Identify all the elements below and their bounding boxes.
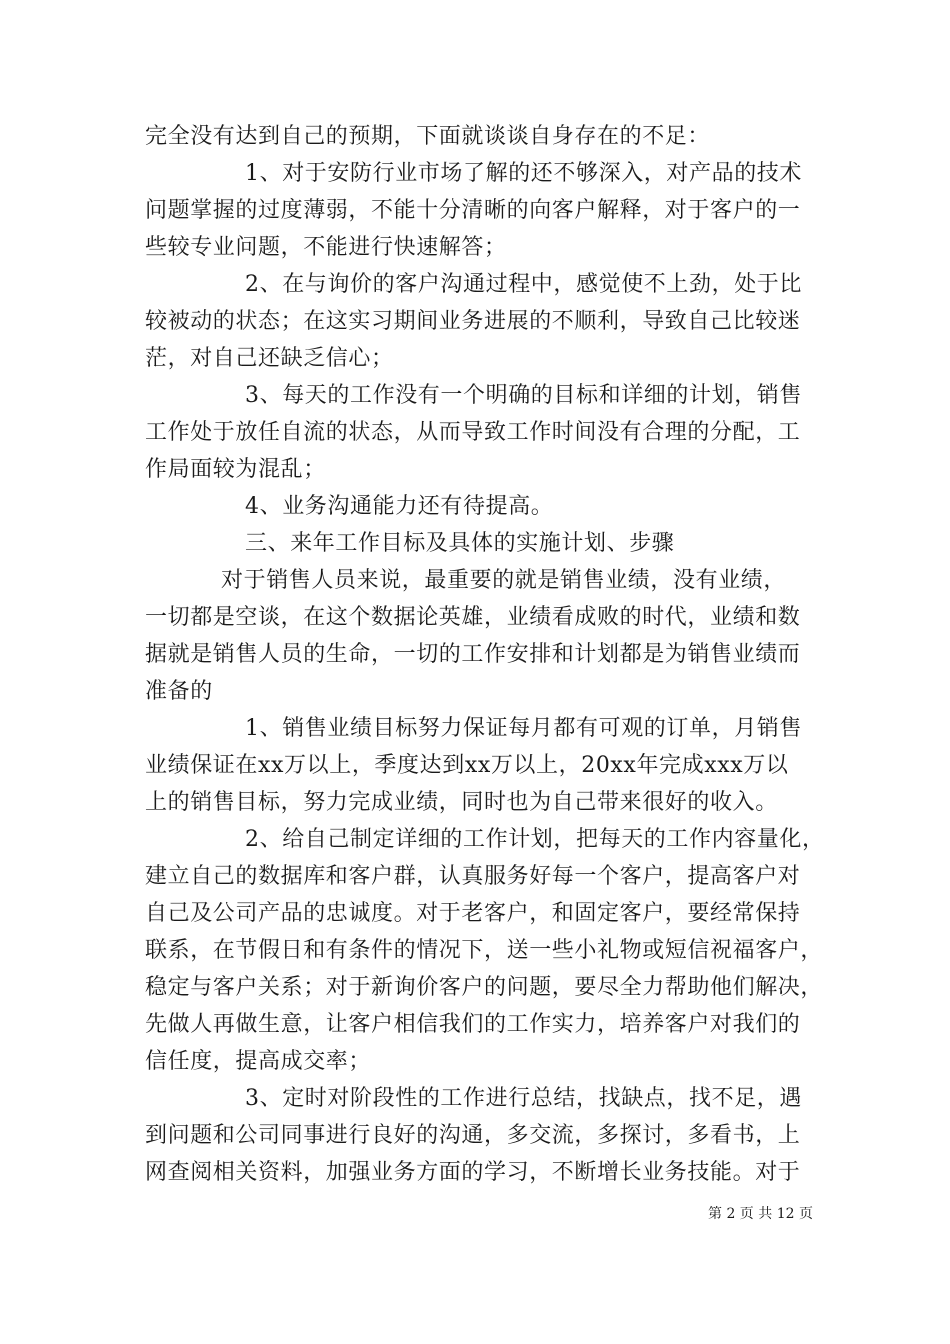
text-line: 作局面较为混乱； (145, 457, 326, 482)
text-line: 完全没有达到自己的预期，下面就谈谈自身存在的不足： (145, 124, 711, 149)
text-line: 1、销售业绩目标努力保证每月都有可观的订单，月销售 (245, 716, 802, 741)
text-line: 信任度，提高成交率； (145, 1049, 372, 1074)
text-line: 2、在与询价的客户沟通过程中，感觉使不上劲，处于比 (245, 272, 802, 297)
text-line: 业绩保证在xx万以上，季度达到xx万以上，20xx年完成xxx万以 (145, 753, 789, 778)
text-line: 1、对于安防行业市场了解的还不够深入，对产品的技术 (245, 161, 802, 186)
text-line: 工作处于放任自流的状态，从而导致工作时间没有合理的分配，工 (145, 420, 801, 445)
text-line: 建立自己的数据库和客户群，认真服务好每一个客户，提高客户对 (145, 864, 801, 889)
text-line: 3、定时对阶段性的工作进行总结，找缺点，找不足，遇 (245, 1086, 802, 1111)
text-line: 到问题和公司同事进行良好的沟通，多交流，多探讨，多看书，上 (145, 1123, 801, 1148)
text-line: 网查阅相关资料，加强业务方面的学习，不断增长业务技能。对于 (145, 1160, 801, 1185)
text-line: 一切都是空谈，在这个数据论英雄，业绩看成败的时代，业绩和数 (145, 605, 801, 630)
text-line: 据就是销售人员的生命，一切的工作安排和计划都是为销售业绩而 (145, 642, 801, 667)
text-line: 准备的 (145, 679, 213, 704)
text-line: 上的销售目标，努力完成业绩，同时也为自己带来很好的收入。 (145, 790, 778, 815)
text-line: 茫，对自己还缺乏信心； (145, 346, 394, 371)
text-line: 2、给自己制定详细的工作计划，把每天的工作内容量化， (245, 827, 825, 852)
text-line: 对于销售人员来说，最重要的就是销售业绩，没有业绩， (221, 568, 787, 593)
text-line: 问题掌握的过度薄弱，不能十分清晰的向客户解释，对于客户的一 (145, 198, 801, 223)
text-line: 些较专业问题，不能进行快速解答； (145, 235, 507, 260)
text-line: 稳定与客户关系；对于新询价客户的问题，要尽全力帮助他们解决， (145, 975, 824, 1000)
text-line: 4、业务沟通能力还有待提高。 (245, 494, 554, 519)
section-heading: 三、来年工作目标及具体的实施计划、步骤 (245, 531, 675, 556)
text-line: 3、每天的工作没有一个明确的目标和详细的计划，销售 (245, 383, 802, 408)
document-body (145, 118, 825, 1191)
text-line: 联系，在节假日和有条件的情况下，送一些小礼物或短信祝福客户， (145, 938, 824, 963)
text-line: 较被动的状态；在这实习期间业务进展的不顺利，导致自己比较迷 (145, 309, 801, 334)
page-number: 第 2 页 共 12 页 (708, 1206, 813, 1222)
text-line: 自己及公司产品的忠诚度。对于老客户，和固定客户，要经常保持 (145, 901, 801, 926)
text-line: 先做人再做生意，让客户相信我们的工作实力，培养客户对我们的 (145, 1012, 801, 1037)
